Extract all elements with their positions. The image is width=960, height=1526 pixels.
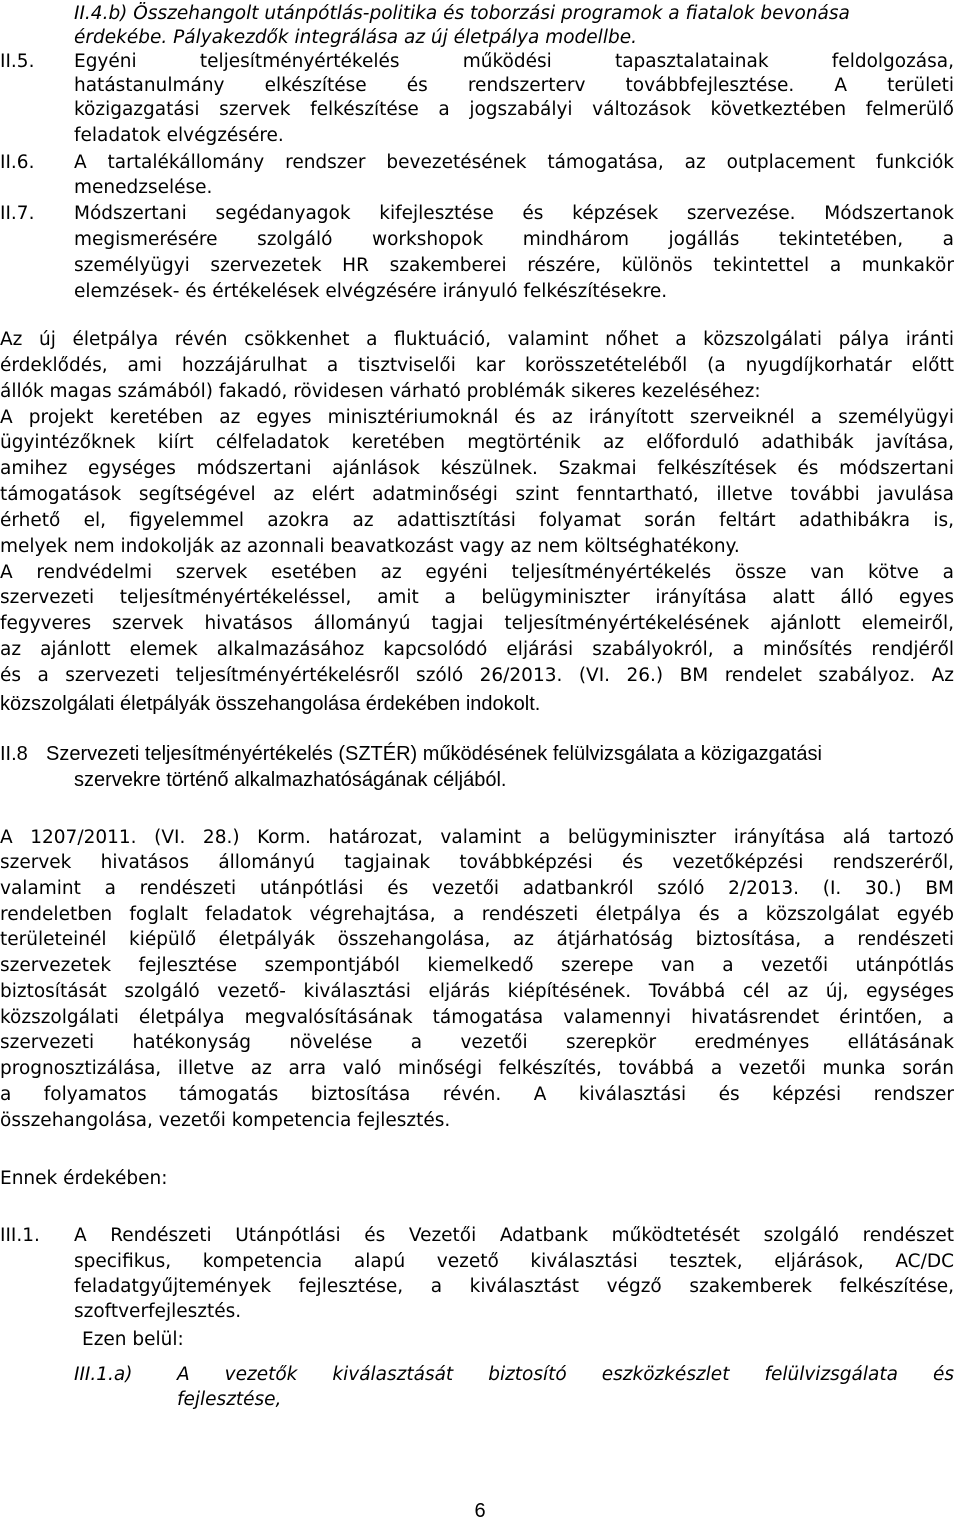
item-ii7-line-3: személyügyi szervezetek HR szakemberei részére, különös tekintettel a munkakör <box>74 255 954 276</box>
item-iii1-line-2: specifikus, kompetencia alapú vezető kiválasztási tesztek, eljárások, AC/DC <box>74 1251 954 1272</box>
para1-line-1: Az új életpálya révén csökkenhet a fluktuáció, valamint nőhet a közszolgálati pálya iránti <box>0 329 954 350</box>
para1-line-10: A rendvédelmi szervek esetében az egyéni teljesítményértékelés össze van kötve a <box>0 562 954 583</box>
para1-line-6: amihez egységes módszertani ajánlások készülnek. Szakmai felkészítések és módszertani <box>0 458 954 479</box>
para2-line-1: A 1207/2011. (VI. 28.) Korm. határozat, valamint a belügyminiszter irányítása alá tartozó <box>0 827 954 848</box>
para2-line-7: biztosítását szolgáló vezető- kiválasztási eljárás kiépítésének. Továbbá cél az új, egységes <box>0 981 954 1002</box>
heading-ii8-number: II.8 <box>0 743 28 765</box>
para2-line-3: valamint a rendészeti utánpótlási és vezetői adatbankról szóló 2/2013. (I. 30.) BM <box>0 878 954 899</box>
item-ii7-line-1: Módszertani segédanyagok kifejlesztése és képzések szervezése. Módszertanok <box>74 203 954 224</box>
ezen-belul: Ezen belül: <box>82 1329 184 1350</box>
para2-line-9: szervezeti hatékonyság növelése a vezetői szerepkör eredményes ellátásának <box>0 1032 954 1053</box>
para1-line-5: ügyintézőknek kiírt célfeladatok keretében megtörténik az előforduló adathibák javítása, <box>0 432 954 453</box>
para1-line-2: érdeklődés, ami hozzájárulhat a tisztviselői kar korösszetételéből (a nyugdíjkorhatár előtt <box>0 355 954 376</box>
para1-line-14: és a szervezeti teljesítményértékelésről szóló 26/2013. (VI. 26.) BM rendelet szabályoz. Az <box>0 665 954 686</box>
heading-ii8-line-1: Szervezeti teljesítményértékelés (SZTÉR) működésének felülvizsgálata a közigazgatási <box>46 743 822 765</box>
item-iii1-line-1: A Rendészeti Utánpótlási és Vezetői Adatbank működtetését szolgáló rendészet <box>74 1225 954 1246</box>
item-ii6-line-1: A tartalékállomány rendszer bevezetésének támogatása, az outplacement funkciók <box>74 152 954 173</box>
para2-line-6: szervezetek fejlesztése szempontjából kiemelkedő szerepe van a vezetői utánpótlás <box>0 955 954 976</box>
item-iii1a-line-1: A vezetők kiválasztását biztosító eszközkészlet felülvizsgálata és <box>177 1364 954 1385</box>
para1-line-3: állók magas számából) fakadó, rövidesen várható problémák sikeres kezeléséhez: <box>0 381 761 402</box>
para2-line-8: közszolgálati életpálya megvalósításának támogatása valamennyi hivatásrendet érintően, a <box>0 1007 954 1028</box>
ennek-erdekeben: Ennek érdekében: <box>0 1168 168 1189</box>
item-ii5-line-2: hatástanulmány elkészítése és rendszerterv továbbfejlesztése. A területi <box>74 75 954 96</box>
item-iii1a-line-2: fejlesztése, <box>177 1389 282 1410</box>
para1-line-4: A projekt keretében az egyes minisztériumoknál és az irányított szerveiknél a személyügyi <box>0 407 954 428</box>
item-iii1a-number: III.1.a) <box>74 1364 133 1385</box>
item-ii5-line-4: feladatok elvégzésére. <box>74 125 284 146</box>
item-ii6-number: II.6. <box>0 152 35 173</box>
item-iii1-line-4: szoftverfejlesztés. <box>74 1301 242 1322</box>
item-ii5-line-3: közigazgatási szervek felkészítése a jogszabályi változások következtében felmerülő <box>74 99 954 120</box>
item-ii7-line-2: megismerésére szolgáló workshopok mindhárom jogállás tekintetében, a <box>74 229 954 250</box>
para1-line-9: melyek nem indokolják az azonnali beavatkozást vagy az nem költséghatékony. <box>0 536 740 557</box>
page-number: 6 <box>474 1500 486 1522</box>
para2-line-11: a folyamatos támogatás biztosítása révén. A kiválasztási és képzési rendszer <box>0 1084 954 1105</box>
para2-line-10: prognosztizálása, illetve az arra való minőségi felkészítés, továbbá a vezetői munka során <box>0 1058 954 1079</box>
item-ii4b-line-2: érdekébe. Pályakezdők integrálása az új életpálya modellbe. <box>74 27 637 48</box>
para1-line-15: közszolgálati életpályák összehangolása érdekében indokolt. <box>0 693 541 715</box>
para1-line-12: fegyveres szervek hivatásos állományú tagjai teljesítményértékelésének ajánlott elemeiről, <box>0 613 954 634</box>
para2-line-4: rendeletben foglalt feladatok végrehajtása, a rendészeti életpálya és a közszolgálat egyéb <box>0 904 954 925</box>
item-iii1-line-3: feladatgyűjtemények fejlesztése, a kiválasztást végző szakemberek felkészítése, <box>74 1276 954 1297</box>
para1-line-7: támogatások segítségével az elért adatminőségi szint fenntartható, illetve további javulása <box>0 484 954 505</box>
item-ii7-line-4: elemzések- és értékelések elvégzésére irányuló felkészítésekre. <box>74 281 668 302</box>
item-ii6-line-2: menedzselése. <box>74 177 213 198</box>
item-ii4b-line-1: II.4.b) Összehangolt utánpótlás-politika és toborzási programok a fiatalok bevonása <box>74 3 850 24</box>
item-ii7-number: II.7. <box>0 203 35 224</box>
item-ii5-line-1: Egyéni teljesítményértékelés működési tapasztalatainak feldolgozása, <box>74 51 954 72</box>
item-iii1-number: III.1. <box>0 1225 40 1246</box>
heading-ii8-line-2: szervekre történő alkalmazhatóságának céljából. <box>74 769 507 791</box>
para2-line-2: szervek hivatásos állományú tagjainak továbbképzési és vezetőképzési rendszeréről, <box>0 852 954 873</box>
item-ii5-number: II.5. <box>0 51 35 72</box>
para2-line-5: területeinél kiépülő életpályák összehangolása, az átjárhatóság biztosítása, a rendészeti <box>0 929 954 950</box>
para1-line-13: az ajánlott elemek alkalmazásához kapcsolódó eljárási szabályokról, a minősítés rendjéről <box>0 639 954 660</box>
para1-line-11: szervezeti teljesítményértékeléssel, amit a belügyminiszter irányítása alatt álló egyes <box>0 587 954 608</box>
para2-line-12: összehangolása, vezetői kompetencia fejlesztés. <box>0 1110 451 1131</box>
para1-line-8: érhető el, figyelemmel azokra az adattisztítási folyamat során feltárt adathibákra is, <box>0 510 954 531</box>
